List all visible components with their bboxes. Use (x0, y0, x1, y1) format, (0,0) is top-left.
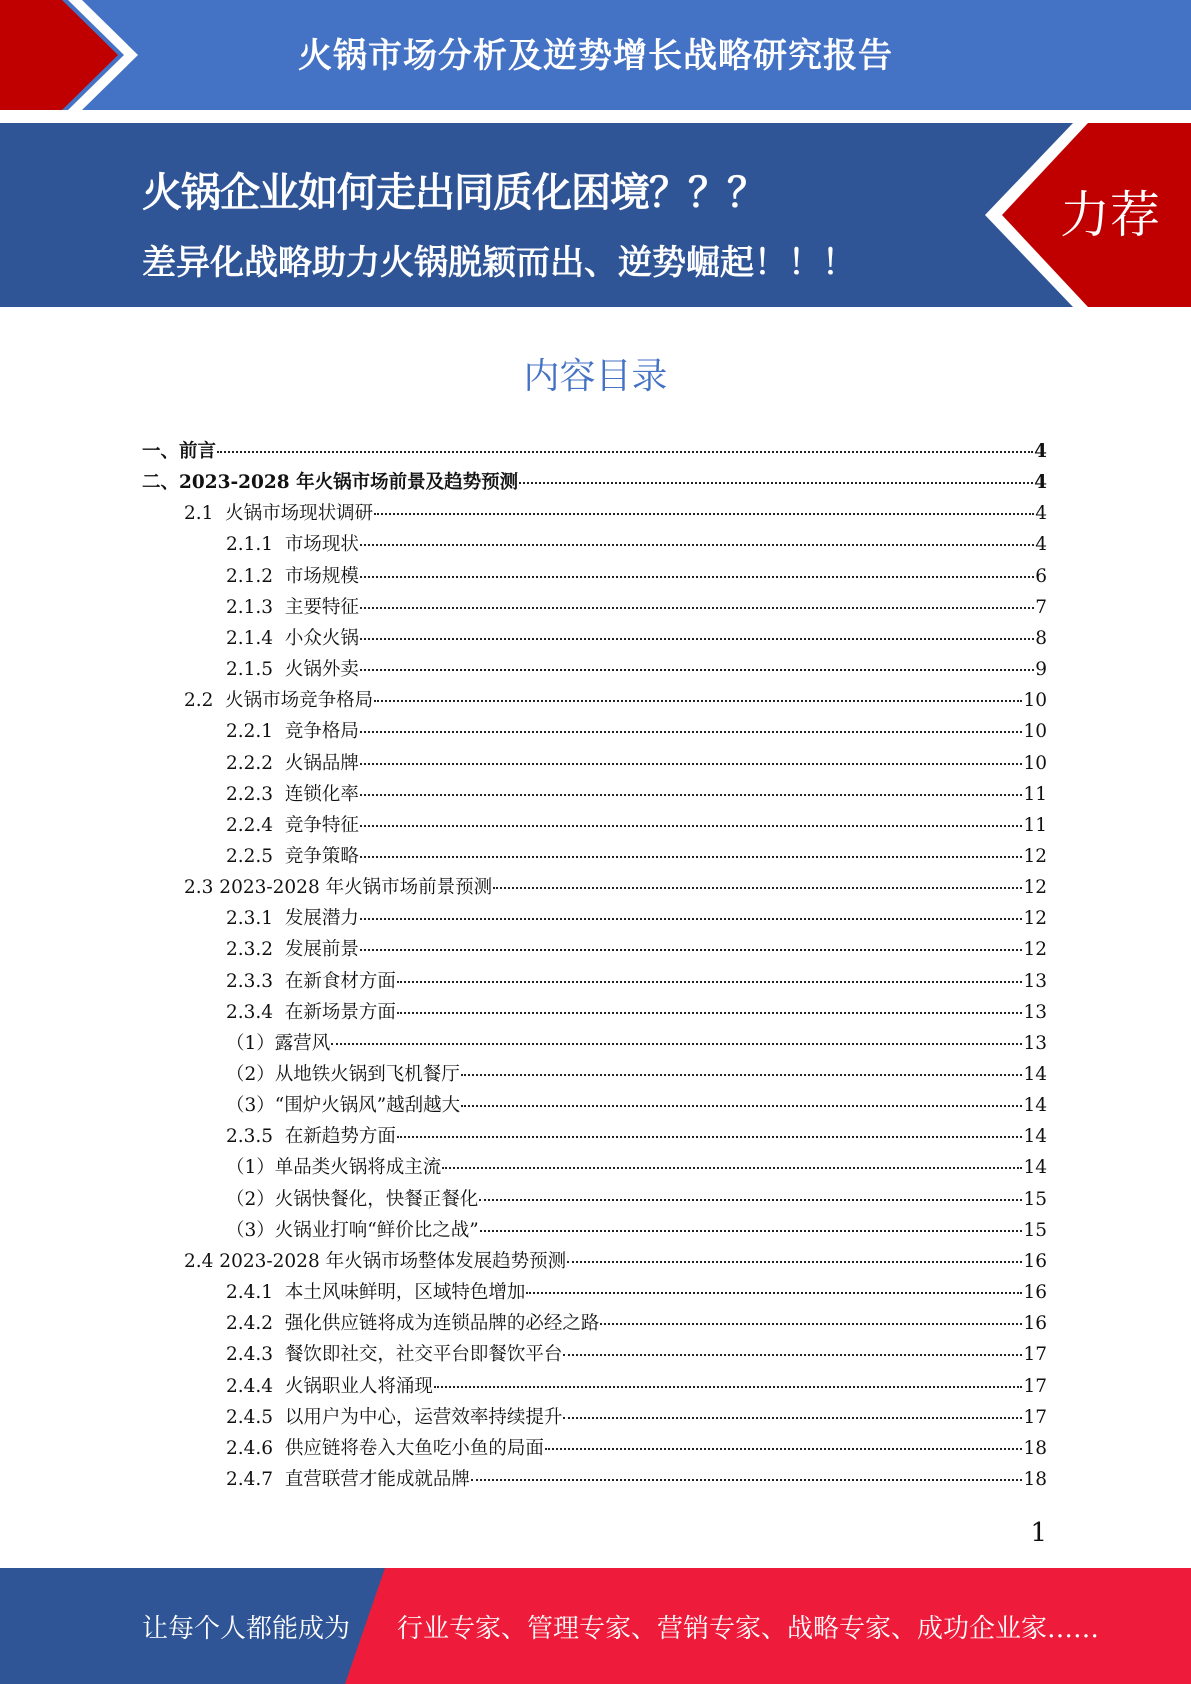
toc-leader-dots (461, 1074, 1023, 1076)
toc-entry-page: 11 (1023, 783, 1047, 805)
toc-entry-label: 2.3.1 发展潜力 (226, 908, 359, 930)
report-header-bar (0, 0, 1191, 110)
toc-entry-page: 11 (1023, 814, 1047, 836)
toc-entry[interactable] (226, 561, 1047, 592)
toc-entry-page: 13 (1023, 1032, 1047, 1054)
toc-entry-page: 17 (1023, 1344, 1047, 1366)
toc-leader-dots (360, 638, 1034, 640)
toc-leader-dots (360, 669, 1034, 671)
toc-leader-dots (360, 544, 1034, 546)
toc-entry-label: （2）从地铁火锅到飞机餐厅 (226, 1064, 460, 1085)
toc-entry-page: 16 (1023, 1250, 1047, 1272)
toc-entry-page: 7 (1035, 596, 1047, 618)
toc-leader-dots (360, 825, 1023, 827)
toc-leader-dots (397, 1012, 1023, 1014)
toc-entry[interactable] (226, 1121, 1047, 1152)
toc-leader-dots (563, 1417, 1022, 1419)
toc-leader-dots (374, 700, 1022, 702)
toc-title: 内容目录 (523, 356, 668, 397)
toc-entry-page: 14 (1023, 1064, 1047, 1085)
toc-entry[interactable] (226, 997, 1047, 1028)
toc-leader-dots (567, 1261, 1022, 1263)
toc-entry-label: 2.1.3 主要特征 (226, 596, 359, 618)
page-number: 1 (1030, 1518, 1047, 1548)
promo-banner (0, 123, 1191, 307)
toc-leader-dots (480, 1230, 1023, 1232)
toc-entry-page: 12 (1023, 908, 1047, 930)
toc-entry[interactable] (226, 1028, 1047, 1059)
footer-slogan-left: 让每个人都能成为 (142, 1614, 351, 1644)
footer-band (0, 1568, 1191, 1684)
toc-entry-label: 2.1 火锅市场现状调研 (184, 503, 374, 525)
toc-leader-dots (360, 918, 1023, 920)
toc-entry-page: 9 (1035, 659, 1047, 681)
toc-entry-page: 10 (1023, 721, 1047, 743)
toc-entry[interactable] (226, 966, 1047, 997)
toc-entry-page: 14 (1023, 1157, 1047, 1179)
toc-entry-label: 2.1.4 小众火锅 (226, 627, 359, 649)
toc-entry[interactable] (226, 1184, 1047, 1215)
toc-entry-page: 12 (1023, 845, 1047, 867)
toc-entry[interactable] (142, 467, 1047, 498)
toc-entry[interactable] (184, 872, 1047, 903)
toc-entry[interactable] (226, 592, 1047, 623)
report-title: 火锅市场分析及逆势增长战略研究报告 (298, 36, 893, 76)
toc-entry[interactable] (226, 1090, 1047, 1121)
toc-entry-label: 2.2.5 竞争策略 (226, 845, 359, 867)
toc-leader-dots (217, 451, 1033, 453)
toc-entry-page: 6 (1035, 565, 1047, 587)
toc-leader-dots (526, 1292, 1022, 1294)
toc-entry[interactable] (226, 1152, 1047, 1183)
toc-entry-label: 2.3.4 在新场景方面 (226, 1001, 396, 1023)
toc-entry-page: 18 (1023, 1437, 1047, 1459)
toc-entry-label: 2.1.2 市场规模 (226, 565, 359, 587)
toc-leader-dots (360, 576, 1034, 578)
toc-leader-dots (545, 1448, 1023, 1450)
toc-entry-page: 10 (1023, 752, 1047, 774)
toc-entry-label: 2.3.2 发展前景 (226, 939, 359, 961)
toc-entry-label: 2.1.5 火锅外卖 (226, 659, 359, 681)
toc-entry-label: （2）火锅快餐化，快餐正餐化 (226, 1188, 479, 1210)
toc-leader-dots (461, 1105, 1022, 1107)
toc-entry-label: 2.2.1 竞争格局 (226, 721, 359, 743)
toc-entry-label: 2.4.3 餐饮即社交，社交平台即餐饮平台 (226, 1344, 563, 1366)
toc-entry-page: 15 (1023, 1219, 1047, 1241)
toc-entry-label: 2.4.5 以用户为中心，运营效率持续提升 (226, 1406, 563, 1428)
toc-leader-dots (479, 1199, 1022, 1201)
toc-entry[interactable] (226, 1464, 1047, 1495)
toc-entry-label: 2.2.2 火锅品牌 (226, 752, 359, 774)
toc-entry-label: 2.2 火锅市场竞争格局 (184, 690, 374, 712)
toc-entry-page: 13 (1023, 970, 1047, 992)
toc-entry[interactable] (226, 934, 1047, 965)
toc-entry-label: 一、前言 (142, 441, 217, 462)
toc-entry[interactable] (184, 685, 1047, 716)
toc-leader-dots (563, 1354, 1022, 1356)
toc-entry[interactable] (226, 716, 1047, 747)
toc-leader-dots (493, 887, 1022, 889)
toc-entry-page: 16 (1023, 1313, 1047, 1335)
toc-entry-label: 2.4.1 本土风味鲜明，区域特色增加 (226, 1282, 526, 1304)
toc-entry-page: 18 (1023, 1468, 1047, 1490)
toc-leader-dots (360, 607, 1034, 609)
toc-entry-page: 14 (1023, 1095, 1047, 1117)
toc-entry[interactable] (184, 1246, 1047, 1277)
toc-leader-dots (519, 482, 1033, 484)
toc-entry[interactable] (226, 623, 1047, 654)
toc-entry-label: 2.3.5 在新趋势方面 (226, 1126, 396, 1148)
toc-entry-label: 2.1.1 市场现状 (226, 534, 359, 556)
toc-entry-label: 2.2.4 竞争特征 (226, 814, 359, 836)
toc-entry-label: 2.3.3 在新食材方面 (226, 970, 396, 992)
toc-entry-label: 2.2.3 连锁化率 (226, 783, 359, 805)
toc-entry-page: 4 (1035, 534, 1047, 556)
toc-entry-page: 4 (1034, 441, 1047, 462)
toc-entry-label: （3）“围炉火锅风”越刮越大 (226, 1095, 461, 1117)
toc-entry-page: 15 (1023, 1188, 1047, 1210)
toc-entry-page: 8 (1035, 627, 1047, 649)
toc-entry[interactable] (226, 1215, 1047, 1246)
toc-entry[interactable] (226, 1277, 1047, 1308)
toc-entry-page: 17 (1023, 1375, 1047, 1397)
toc-entry-page: 17 (1023, 1406, 1047, 1428)
toc-entry-label: （3）火锅业打响“鲜价比之战” (226, 1219, 479, 1241)
toc-entry[interactable] (226, 810, 1047, 841)
toc-entry[interactable] (226, 654, 1047, 685)
toc-leader-dots (360, 949, 1023, 951)
toc-leader-dots (360, 856, 1023, 858)
toc-entry[interactable] (226, 779, 1047, 810)
toc-entry-page: 4 (1035, 503, 1047, 525)
toc-entry-label: （1）单品类火锅将成主流 (226, 1157, 442, 1179)
toc-entry[interactable] (226, 529, 1047, 560)
toc-leader-dots (397, 981, 1023, 983)
toc-entry-label: 二、2023-2028 年火锅市场前景及趋势预测 (142, 472, 519, 494)
toc-leader-dots (331, 1043, 1022, 1045)
toc-entry-page: 10 (1023, 690, 1047, 712)
toc-entry[interactable] (226, 1402, 1047, 1433)
toc-leader-dots (360, 794, 1023, 796)
banner-headline-2: 差异化战略助力火锅脱颖而出、逆势崛起！！！ (142, 243, 856, 283)
toc-entry-label: （1）露营风 (226, 1032, 331, 1054)
toc-entry[interactable] (226, 1308, 1047, 1339)
toc-leader-dots (360, 763, 1023, 765)
footer-slogan-right: 行业专家、管理专家、营销专家、战略专家、成功企业家…… (397, 1614, 1100, 1644)
toc-entry-page: 13 (1023, 1001, 1047, 1023)
toc-leader-dots (471, 1479, 1023, 1481)
toc-entry[interactable] (226, 903, 1047, 934)
toc-entry-page: 12 (1023, 877, 1047, 899)
toc-leader-dots (600, 1323, 1022, 1325)
toc-entry[interactable] (184, 498, 1047, 529)
toc-entry-label: 2.4.4 火锅职业人将涌现 (226, 1375, 433, 1397)
toc-entry[interactable] (142, 436, 1047, 467)
banner-headline-1: 火锅企业如何走出同质化困境？？？ (142, 170, 766, 216)
toc-entry-page: 14 (1023, 1126, 1047, 1148)
recommend-badge: 力荐 (1060, 186, 1160, 244)
toc-leader-dots (434, 1386, 1023, 1388)
toc-entry-page: 16 (1023, 1282, 1047, 1304)
toc-entry[interactable] (226, 1433, 1047, 1464)
toc-entry-page: 12 (1023, 939, 1047, 961)
toc-entry[interactable] (226, 1059, 1047, 1090)
toc-entry-label: 2.4.7 直营联营才能成就品牌 (226, 1468, 470, 1490)
toc-entry[interactable] (226, 1339, 1047, 1370)
toc-entry-page: 4 (1034, 472, 1047, 494)
toc-leader-dots (374, 513, 1034, 515)
toc-leader-dots (360, 731, 1023, 733)
toc-entry-label: 2.4 2023-2028 年火锅市场整体发展趋势预测 (184, 1250, 567, 1272)
toc-leader-dots (397, 1136, 1023, 1138)
toc-entry-label: 2.3 2023-2028 年火锅市场前景预测 (184, 877, 493, 899)
toc-entry-label: 2.4.6 供应链将卷入大鱼吃小鱼的局面 (226, 1437, 544, 1459)
toc-entry[interactable] (226, 748, 1047, 779)
toc-entry-label: 2.4.2 强化供应链将成为连锁品牌的必经之路 (226, 1313, 600, 1335)
toc-leader-dots (442, 1167, 1022, 1169)
toc-entry[interactable] (226, 1371, 1047, 1402)
toc-entry[interactable] (226, 841, 1047, 872)
